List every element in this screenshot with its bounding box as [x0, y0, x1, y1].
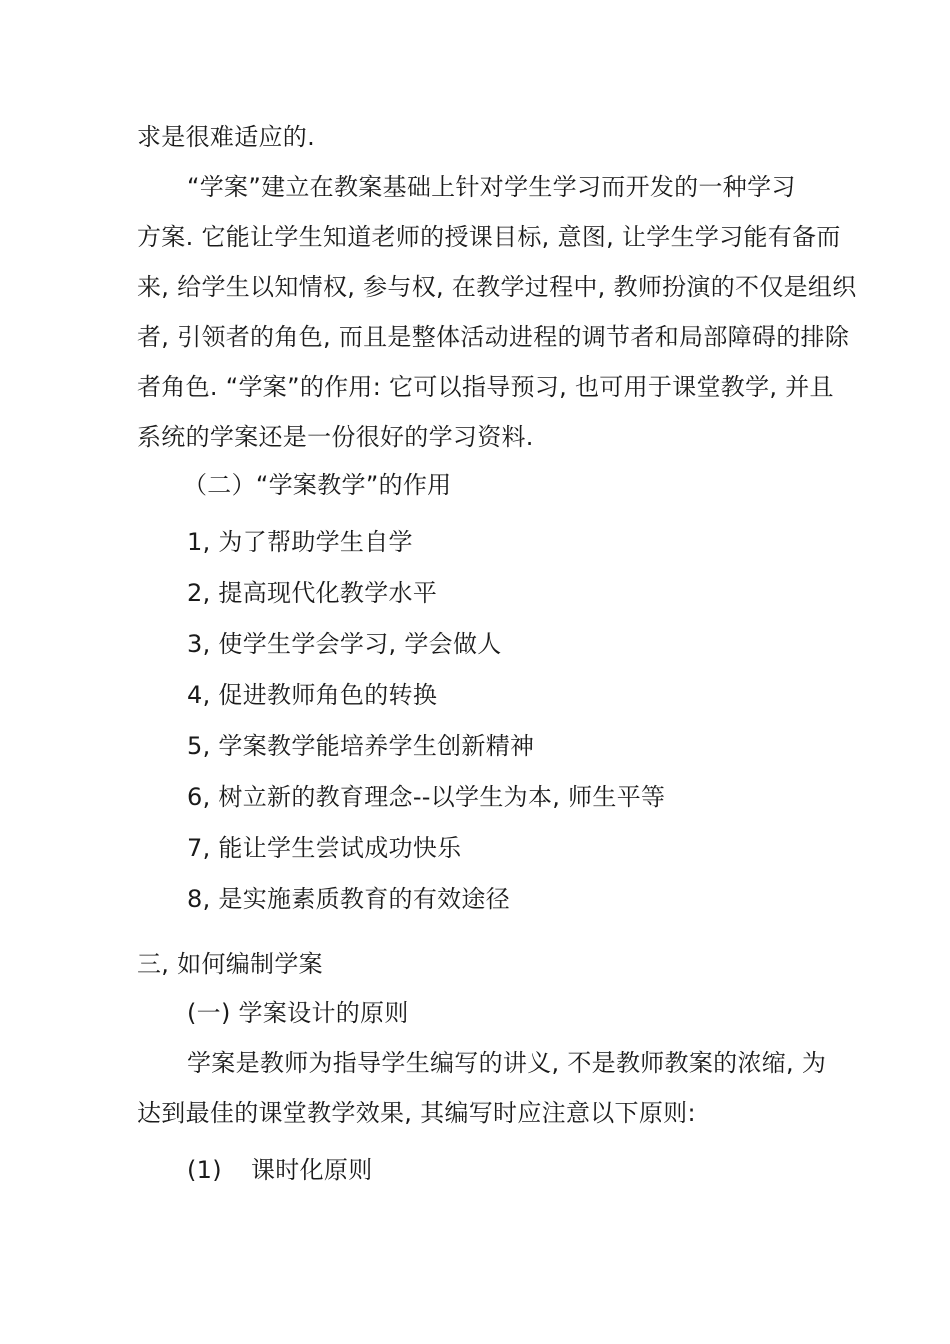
list-item: 4, 促进教师角色的转换: [187, 681, 438, 709]
paragraph-line: 学案是教师为指导学生编写的讲义, 不是教师教案的浓缩, 为: [187, 1049, 827, 1077]
paragraph-line: 方案. 它能让学生知道老师的授课目标, 意图, 让学生学习能有备而: [137, 223, 841, 251]
list-item: 1, 为了帮助学生自学: [187, 528, 413, 556]
list-item: 8, 是实施素质教育的有效途径: [187, 885, 511, 913]
paragraph-line: 系统的学案还是一份很好的学习资料.: [137, 423, 534, 451]
list-item: 5, 学案教学能培养学生创新精神: [187, 732, 535, 760]
list-item: 6, 树立新的教育理念--以学生为本, 师生平等: [187, 783, 666, 811]
list-item: 3, 使学生学会学习, 学会做人: [187, 630, 502, 658]
paragraph-line: 者角色. “学案”的作用: 它可以指导预习, 也可用于课堂教学, 并且: [137, 373, 834, 401]
subsection-heading: (一) 学案设计的原则: [187, 999, 409, 1027]
paragraph-line: 达到最佳的课堂教学效果, 其编写时应注意以下原则:: [137, 1099, 696, 1127]
principle-label: 课时化原则: [251, 1156, 373, 1184]
section-heading: （二）“学案教学”的作用: [183, 471, 452, 499]
principle-number: (1): [187, 1156, 222, 1184]
section-heading: 三, 如何编制学案: [137, 950, 323, 978]
paragraph-line: 来, 给学生以知情权, 参与权, 在教学过程中, 教师扮演的不仅是组织: [137, 273, 857, 301]
paragraph-line: 者, 引领者的角色, 而且是整体活动进程的调节者和局部障碍的排除: [137, 323, 850, 351]
principle-item: [187, 1155, 373, 1185]
list-item: 2, 提高现代化教学水平: [187, 579, 438, 607]
paragraph-line: “学案”建立在教案基础上针对学生学习而开发的一种学习: [187, 173, 796, 201]
list-item: 7, 能让学生尝试成功快乐: [187, 834, 462, 862]
paragraph-tail: 求是很难适应的.: [137, 123, 316, 151]
